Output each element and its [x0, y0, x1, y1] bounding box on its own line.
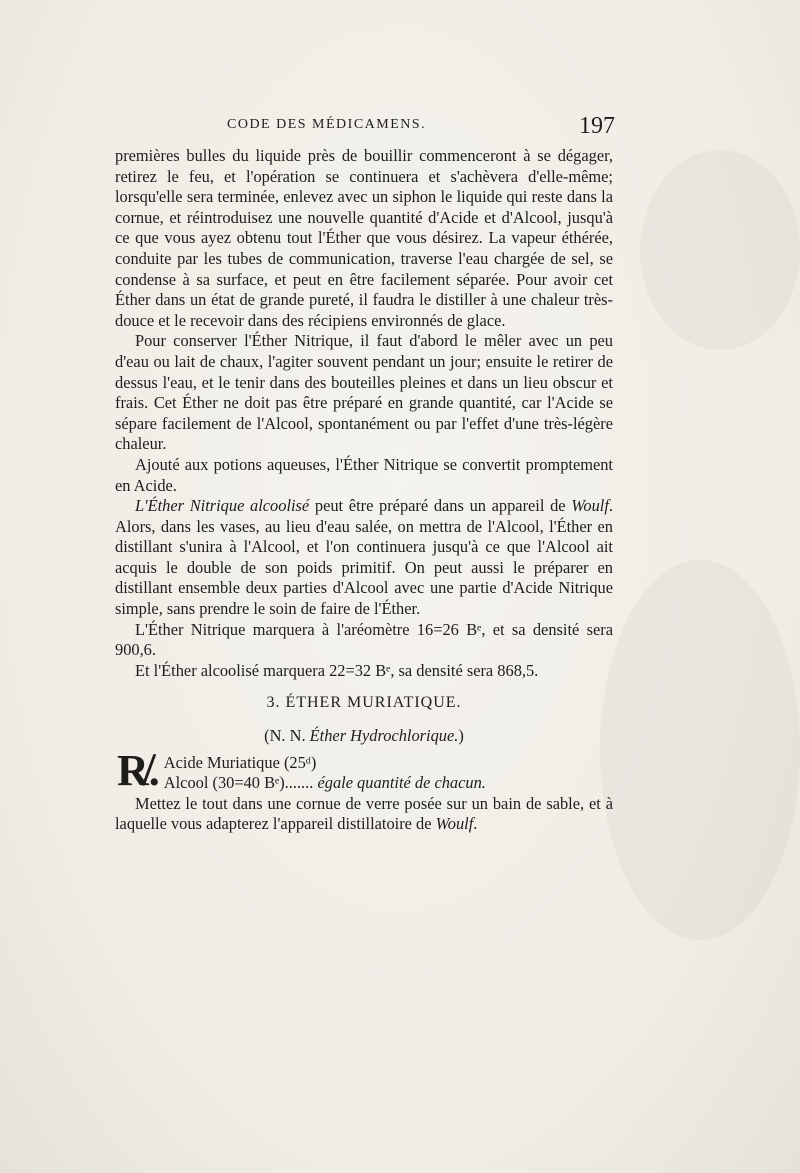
paragraph: L'Éther Nitrique marquera à l'aréomètre 16=26 Bᵉ, et sa densité sera 900,6. [115, 619, 613, 660]
running-title: CODE DES MÉDICAMENS. [227, 117, 427, 132]
bleed-through-stain [640, 150, 800, 350]
nn-prefix: (N. N. [264, 726, 310, 746]
paragraph: premières bulles du liquide près de bouillir commenceront à se dégager, retirez le feu, et l'opération se continuera et s'achèvera d'elle-même; lorsqu'elle sera terminée, enlevez avec un siphon le liquide qui reste dans la cornue, et réintroduisez une nouvelle quantité d'Acide et d'Alcool, jusqu'à ce que vous ayez obtenu tout l'Éther que vous désirez. La vapeur éthérée, conduite par les tubes de communication, traverse l'eau chargée de sel, se condense à sa surface, et peut en être facilement séparée. Pour avoir cet Éther dans un état de grande pureté, il faudra le distiller à une chaleur très-douce et le recevoir dans des récipiens environnés de glace. [115, 146, 613, 330]
paragraph-text: peut être préparé dans un appareil de [309, 496, 572, 516]
recipe-instructions [115, 794, 613, 835]
section-heading: 3. ÉTHER MURIATIQUE. [266, 694, 462, 712]
paragraph-text: . Alors, dans les vases, au lieu d'eau salée, on mettra de l'Alcool, l'Éther en distillant s'unira à l'Alcool, et l'on continuera jusqu'à ce que l'Alcool ait acquis le double de son poids primitif. On peut aussi le préparer en distillant ensemble deux parties d'Alcool avec une partie d'Acide Nitrique simple, sans prendre le soin de faire de l'Éther. [115, 496, 614, 619]
running-header [115, 113, 615, 143]
ingredient-name: Alcool (30=40 Bᵉ)....... [163, 773, 314, 793]
ingredient [115, 773, 613, 794]
instruction-text: Mettez le tout dans une cornue de verre posée sur un bain de sable, et à laquelle vous adapterez l'appareil distillatoire de [115, 793, 613, 834]
woulf-name: Woulf [571, 496, 609, 516]
recipe-symbol: R̸. [117, 745, 160, 795]
paragraph: Ajouté aux potions aqueuses, l'Éther Nitrique se convertit promptement en Acide. [115, 454, 613, 495]
ingredient: Acide Muriatique (25ᵈ) [163, 752, 317, 772]
nn-alternate-name: Éther Hydrochlorique. [309, 726, 459, 746]
paragraph [115, 496, 613, 620]
paragraph: Pour conserver l'Éther Nitrique, il faut d'abord le mêler avec un peu d'eau ou lait de chaux, l'agiter souvent pendant un jour; ensuite le retirer de dessus l'eau, et le tenir dans des bouteilles pleines et dans un lieu obscur et frais. Cet Éther ne doit pas être préparé en grande quantité, car l'Acide se sépare facilement de l'Alcool, spontanément ou par l'effet d'une très-légère chaleur. [115, 331, 613, 454]
recipe [115, 745, 613, 835]
italic-term: L'Éther Nitrique alcoolisé [135, 496, 310, 516]
nomenclature-note [115, 726, 613, 747]
paragraph: Et l'Éther alcoolisé marquera 22=32 Bᵉ, sa densité sera 868,5. [135, 660, 539, 680]
bleed-through-stain [600, 560, 800, 940]
instruction-end: . [473, 814, 478, 834]
woulf-name: Woulf [435, 814, 474, 834]
page-number: 197 [579, 113, 615, 139]
nn-suffix: ) [458, 726, 464, 746]
ingredient-quantity: égale quantité de chacun. [317, 773, 486, 793]
page-body [115, 146, 613, 835]
